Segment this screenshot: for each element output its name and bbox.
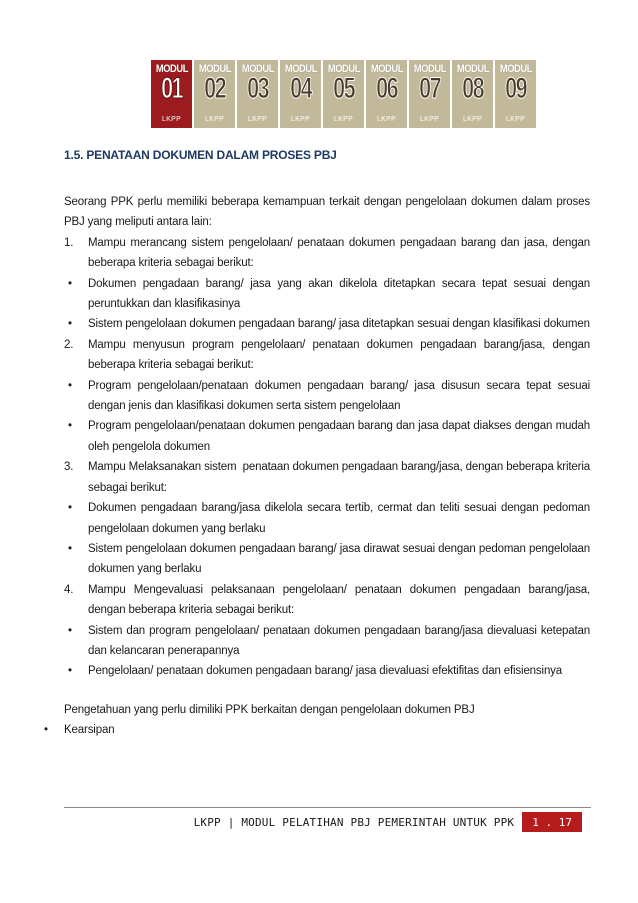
competency-list: [64, 335, 590, 376]
competency-item: [64, 335, 590, 376]
module-tab-label: MODUL: [284, 63, 317, 75]
competency-list: [64, 233, 590, 274]
bullet-icon: •: [44, 724, 48, 737]
competency-list: [64, 580, 590, 621]
bullet-icon: •: [68, 318, 72, 331]
module-tab-05[interactable]: [323, 60, 364, 128]
module-tab-label: MODUL: [499, 63, 532, 75]
module-tab-sub: LKPP: [247, 116, 268, 123]
module-tab-number: 05: [332, 72, 355, 105]
item-text: Mampu Melaksanakan sistem penataan dokumen pengadaan barang/jasa, dengan beberapa kriteria sebagai berikut:: [88, 461, 594, 494]
criteria-text: Dokumen pengadaan barang/jasa dikelola secara tertib, cermat dan teliti sesuai dengan pedoman pengelolaan dokumen yang berlaku: [88, 502, 590, 535]
bullet-icon: •: [68, 624, 72, 637]
module-tab-01[interactable]: [151, 60, 192, 128]
bullet-icon: •: [68, 379, 72, 392]
module-tab-08[interactable]: [452, 60, 493, 128]
module-tab-07[interactable]: [409, 60, 450, 128]
section-heading: 1.5. PENATAAN DOKUMEN DALAM PROSES PBJ: [64, 148, 337, 162]
module-tab-sub: LKPP: [462, 116, 483, 123]
competency-item: [64, 580, 590, 621]
module-tab-number: 09: [504, 72, 527, 105]
module-tab-04[interactable]: [280, 60, 321, 128]
module-tab-number: 07: [418, 72, 441, 105]
module-tab-label: MODUL: [241, 63, 274, 75]
module-tab-sub: LKPP: [204, 116, 225, 123]
bullet-icon: •: [68, 502, 72, 515]
knowledge-intro: Pengetahuan yang perlu dimiliki PPK berkaitan dengan pengelolaan dokumen PBJ: [64, 703, 475, 716]
item-text: Mampu merancang sistem pengelolaan/ penataan dokumen pengadaan barang dan jasa, dengan beberapa kriteria sebagai berikut:: [88, 236, 590, 270]
item-number: 4.: [64, 583, 74, 596]
criteria-item: [64, 498, 590, 539]
competency-list: [64, 457, 594, 498]
module-tab-sub: LKPP: [290, 116, 311, 123]
section-body: [44, 192, 594, 741]
module-tab-sub: LKPP: [505, 116, 526, 123]
criteria-list: [64, 376, 590, 458]
module-tab-sub: LKPP: [376, 116, 397, 123]
criteria-item: [64, 314, 590, 334]
footer-title: LKPP | MODUL PELATIHAN PBJ PEMERINTAH UNTUK PPK: [193, 815, 515, 829]
criteria-item: [64, 376, 590, 417]
module-tab-label: MODUL: [456, 63, 489, 75]
module-tabs: [151, 60, 536, 128]
module-tab-label: MODUL: [198, 63, 231, 75]
footer-divider: [64, 807, 591, 808]
module-tab-03[interactable]: [237, 60, 278, 128]
item-number: 1.: [64, 236, 74, 249]
module-tab-label: MODUL: [155, 63, 188, 75]
module-tab-number: 08: [461, 72, 484, 105]
criteria-text: Pengelolaan/ penataan dokumen pengadaan barang/ jasa dievaluasi efektifitas dan efisiensinya: [88, 665, 563, 678]
bullet-icon: •: [68, 277, 72, 290]
item-number: 2.: [64, 338, 74, 351]
module-tab-sub: LKPP: [419, 116, 440, 123]
module-tab-sub: LKPP: [161, 116, 182, 123]
criteria-text: Sistem dan program pengelolaan/ penataan dokumen pengadaan barang/jasa dievaluasi ketepatan dan kelancaran penerapannya: [88, 624, 590, 657]
criteria-text: Dokumen pengadaan barang/ jasa yang akan dikelola ditetapkan secara tepat sesuai dengan peruntukkan dan klasifikasinya: [88, 277, 590, 311]
item-number: 3.: [64, 461, 74, 474]
criteria-text: Program pengelolaan/penataan dokumen pengadaan barang dan jasa dapat diakses dengan mudah oleh pengelola dokumen: [88, 420, 590, 453]
criteria-list: [64, 274, 590, 335]
criteria-list: [64, 498, 590, 580]
criteria-item: [64, 539, 590, 580]
competency-item: [64, 233, 590, 274]
bullet-icon: •: [68, 665, 72, 678]
criteria-text: Program pengelolaan/penataan dokumen pengadaan barang/ jasa disusun secara tepat sesuai dengan jenis dan klasifikasi dokumen serta sistem pengelolaan: [88, 379, 590, 413]
item-text: Mampu menyusun program pengelolaan/ penataan dokumen pengadaan barang/jasa, dengan beberapa kriteria sebagai berikut:: [88, 338, 590, 372]
criteria-text: Sistem pengelolaan dokumen pengadaan barang/ jasa dirawat sesuai dengan pedoman pengelolaan dokumen yang berlaku: [88, 542, 590, 576]
item-text: Mampu Mengevaluasi pelaksanaan pengelolaan/ penataan dokumen pengadaan barang/jasa, dengan beberapa kriteria sebagai berikut:: [88, 583, 590, 617]
criteria-item: [64, 274, 590, 315]
criteria-item: [64, 661, 590, 681]
criteria-item: [64, 416, 590, 457]
competency-item: [64, 457, 594, 498]
bullet-icon: •: [68, 542, 72, 555]
module-tab-sub: LKPP: [333, 116, 354, 123]
module-tab-number: 04: [289, 72, 312, 105]
paragraph-gap: [64, 682, 590, 700]
intro-paragraph: Seorang PPK perlu memiliki beberapa kemampuan terkait dengan pengelolaan dokumen dalam proses PBJ yang meliputi antara lain:: [64, 196, 590, 229]
module-tab-label: MODUL: [413, 63, 446, 75]
knowledge-text: Kearsipan: [64, 724, 115, 737]
knowledge-item: [40, 720, 590, 740]
module-tab-number: 02: [203, 72, 226, 105]
module-tab-02[interactable]: [194, 60, 235, 128]
page-number-badge: 1 . 17: [522, 812, 582, 832]
module-tab-label: MODUL: [370, 63, 403, 75]
module-tab-06[interactable]: [366, 60, 407, 128]
module-tab-09[interactable]: [495, 60, 536, 128]
module-tab-number: 06: [375, 72, 398, 105]
module-tab-number: 03: [246, 72, 269, 105]
criteria-text: Sistem pengelolaan dokumen pengadaan barang/ jasa ditetapkan sesuai dengan klasifikasi dokumen: [88, 318, 590, 331]
footer: [194, 812, 582, 832]
module-tab-label: MODUL: [327, 63, 360, 75]
module-tab-number: 01: [160, 72, 183, 105]
knowledge-list: [40, 720, 590, 740]
criteria-item: [64, 621, 590, 662]
bullet-icon: •: [68, 420, 72, 433]
criteria-list: [64, 621, 590, 682]
